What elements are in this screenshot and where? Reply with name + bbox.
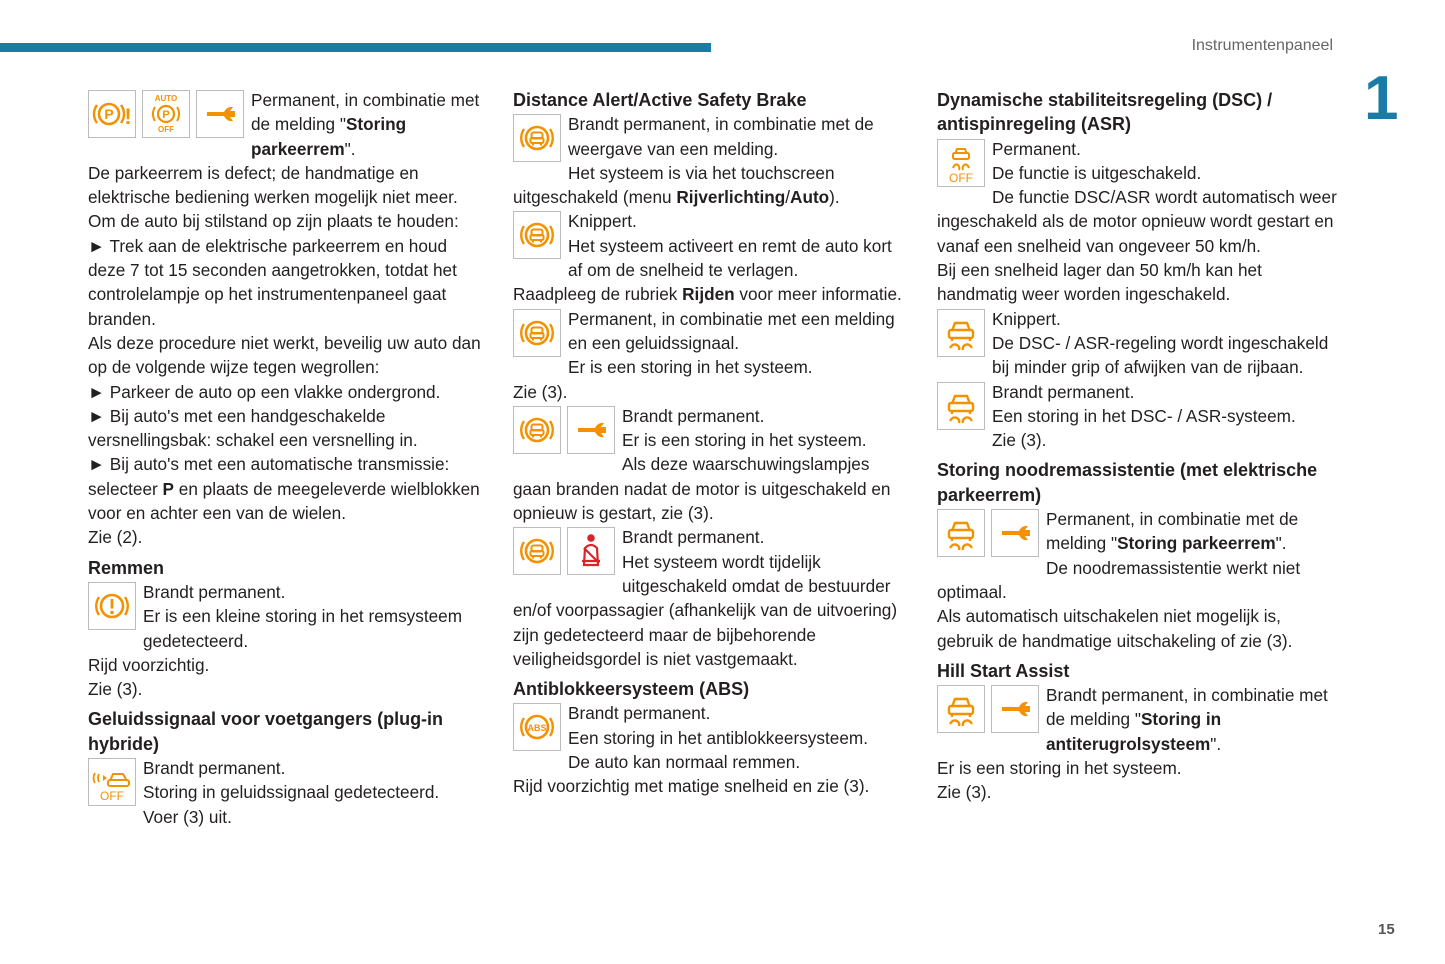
page-number: 15 [1378,921,1395,938]
hill-start-assist-block: Brandt permanent, in combinatie met de melding "Storing in antiterugrolsysteem". Er is een storing in het systeem. Zie (3). [937,685,1328,803]
parking-brake-icons [88,90,244,138]
parking-brake-intro: Permanent, in combinatie met de melding "Storing parkeerrem". [251,90,480,159]
abs-block: ABS Brandt permanent. Een storing in het antiblokkeersysteem. De auto kan normaal remmen. Rijd voorzichtig met matige snelheid en zie (3). [513,703,870,797]
dsc-block-1: OFF Permanent. De functie is uitgeschakeld. De functie DSC/ASR wordt automatisch weer ingeschakeld als de motor opnieuw wordt gestart en vanaf een snelheid van ongeveer 50 km/h. Bij een snelheid lager dan 50 km/h kan het handmatig weer worden ingeschakeld. [937,138,1337,305]
off-label: OFF [158,125,174,134]
see-reference: Zie (2). [88,527,143,548]
distance-alert-heading: Distance Alert/Active Safety Brake [513,90,807,110]
active-safety-brake-icon [513,309,561,357]
parking-brake-line: ► Trek aan de elektrische parkeerrem en houd deze 7 tot 15 seconden aangetrokken, totdat het controlelampje op het instrumentenpaneel gaat branden. [88,235,457,329]
wrench-icon [567,406,615,454]
off-label: OFF [949,170,973,184]
wrench-icon [196,90,244,138]
wrench-icon [991,509,1039,557]
dsc-block-2: Knippert. De DSC- / ASR-regeling wordt ingeschakeld bij minder grip of afwijken van de rijbaan. [937,307,1337,380]
dsc-icon [937,509,985,557]
active-safety-brake-icon [513,114,561,162]
section-title: Instrumentenpaneel [1191,37,1333,54]
seatbelt-icon [567,527,615,575]
asb-block-3: Permanent, in combinatie met een melding en een geluidssignaal. Er is een storing in het systeem. Zie (3). [513,308,895,402]
active-safety-brake-icon [513,406,561,454]
wrench-icon [991,685,1039,733]
pedestrian-sound-heading: Geluidssignaal voor voetgangers (plug-in hybride) [88,709,444,754]
asb-block-5: Brandt permanent. Het systeem wordt tijdelijk uitgeschakeld omdat de bestuurder en/of voorpassagier (afhankelijk van de uitvoering) zijn gedetecteerd maar de bijbehorende veiligheidsgordel is niet vastgemaakt. [513,527,898,669]
active-safety-brake-icon [513,527,561,575]
column-left [88,88,488,829]
parking-brake-line: Om de auto bij stilstand op zijn plaats te houden: [88,211,459,232]
parking-brake-fault-block [88,88,488,550]
dsc-block-3: Brandt permanent. Een storing in het DSC- / ASR-systeem. Zie (3). [937,380,1337,453]
chapter-number: 1 [1364,64,1399,133]
emergency-brake-assist-heading: Storing noodremassistentie (met elektrische parkeerrem) [937,460,1318,505]
off-label: OFF [100,789,124,804]
p-letter: P [162,109,170,121]
active-safety-brake-icon [513,211,561,259]
parking-brake-warning-icon [88,90,136,138]
pedestrian-sound-off-icon [88,758,136,806]
column-middle [513,88,905,799]
parking-brake-line: ► Parkeer de auto op een vlakke ondergrond. [88,381,441,402]
dsc-icon [937,685,985,733]
parking-brake-line: ► Bij auto's met een handgeschakelde versnellingsbak: schakel een versnelling in. [88,405,418,451]
emergency-brake-assist-block: Permanent, in combinatie met de melding "Storing parkeerrem". De noodremassistentie werkt niet optimaal. Als automatisch uitschakelen niet mogelijk is, gebruik de handmatige uitschakeling of zie (3). [937,509,1301,651]
column-right [937,88,1337,805]
dsc-icon [937,309,985,357]
auto-parking-brake-off-icon [142,90,190,138]
parking-brake-line: De parkeerrem is defect; de handmatige en elektrische bediening werken mogelijk niet meer. [88,162,458,208]
brakes-heading: Remmen [88,557,165,578]
brakes-block: Brandt permanent. Er is een kleine storing in het remsysteem gedetecteerd. Rijd voorzichtig. Zie (3). [88,581,463,700]
asb-block-4: Brandt permanent. Er is een storing in het systeem. Als deze waarschuwingslampjes gaan branden nadat de motor is uitgeschakeld en opnieuw is gestart, zie (3). [513,405,891,524]
dsc-heading: Dynamische stabiliteitsregeling (DSC) / antispinregeling (ASR) [937,90,1273,135]
parking-brake-line: ► Bij auto's met een automatische transmissie: selecteer P en plaats de meegeleverde wielblokken voor en achter een van de wielen. [88,454,480,524]
parking-brake-line: Als deze procedure niet werkt, beveilig uw auto dan op de volgende wijze tegen wegrollen: [88,332,481,378]
abs-label: ABS [527,723,547,734]
dsc-off-icon [937,139,985,187]
abs-icon [513,703,561,751]
top-accent-bar [0,43,711,52]
auto-label: AUTO [154,94,178,103]
p-letter: P [104,106,114,122]
asb-block-2: Knippert. Het systeem activeert en remt de auto kort af om de snelheid te verlagen. Raadpleeg de rubriek Rijden voor meer informatie. [513,211,902,305]
exclamation-mark: ! [124,104,132,129]
dsc-icon [937,382,985,430]
pedestrian-sound-block: OFF Brandt permanent. Storing in geluidssignaal gedetecteerd. Voer (3) uit. [88,756,488,829]
abs-heading: Antiblokkeersysteem (ABS) [513,679,750,700]
hill-start-assist-heading: Hill Start Assist [937,660,1070,681]
asb-block-1: Brandt permanent, in combinatie met de weergave van een melding. Het systeem is via het touchscreen uitgeschakeld (menu Rijverlichting/Auto). [513,114,874,208]
brake-warning-icon [88,582,136,630]
